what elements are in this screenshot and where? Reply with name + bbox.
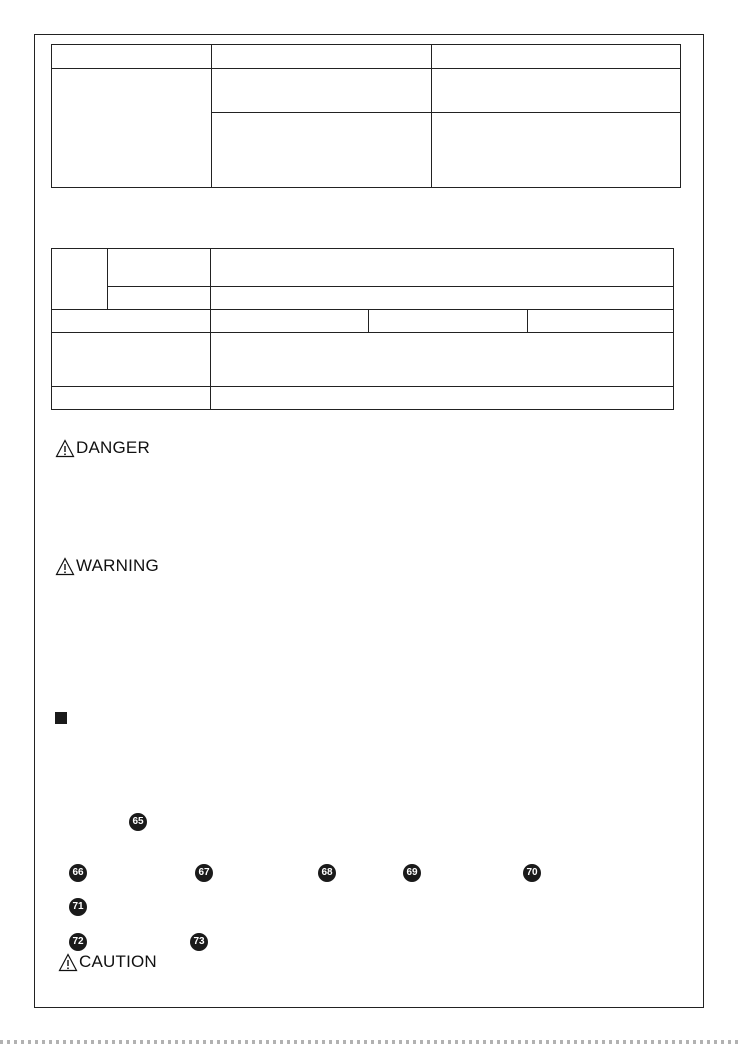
table-cell <box>52 249 108 310</box>
table-cell <box>528 310 674 333</box>
table-row <box>52 387 674 410</box>
warning-triangle-icon <box>55 557 75 576</box>
table-cell <box>369 310 528 333</box>
table-cell <box>431 113 680 188</box>
scan-artifact <box>0 1040 738 1044</box>
table-row <box>52 249 674 287</box>
table-cell <box>211 310 369 333</box>
danger-heading <box>55 438 150 458</box>
table-cell <box>211 287 674 310</box>
table-cell <box>52 69 212 188</box>
table-cell <box>211 249 674 287</box>
table-cell <box>431 45 680 69</box>
table-cell <box>211 333 674 387</box>
caution-label: CAUTION <box>79 952 157 971</box>
reference-number: 71 <box>69 898 87 916</box>
warning-heading <box>55 556 159 576</box>
warning-label: WARNING <box>76 556 159 575</box>
reference-number: 66 <box>69 864 87 882</box>
table-cell <box>211 387 674 410</box>
spec-table-1 <box>51 44 681 188</box>
table-cell <box>52 333 211 387</box>
spec-table-2 <box>51 248 674 410</box>
reference-number: 65 <box>129 813 147 831</box>
reference-number: 73 <box>190 933 208 951</box>
danger-label: DANGER <box>76 438 150 457</box>
table-cell <box>108 249 211 287</box>
table-row <box>52 45 681 69</box>
table-cell <box>52 45 212 69</box>
table-cell <box>212 45 431 69</box>
warning-triangle-icon <box>55 439 75 458</box>
table-row <box>52 310 674 333</box>
reference-number: 72 <box>69 933 87 951</box>
table-cell <box>108 287 211 310</box>
caution-heading <box>58 952 157 972</box>
table-cell <box>52 310 211 333</box>
black-square-icon <box>55 712 67 724</box>
table-cell <box>212 69 431 113</box>
reference-number: 70 <box>523 864 541 882</box>
table-row <box>52 69 681 113</box>
reference-number: 69 <box>403 864 421 882</box>
reference-number: 67 <box>195 864 213 882</box>
table-cell <box>52 387 211 410</box>
warning-triangle-icon <box>58 953 78 972</box>
table-row <box>52 287 674 310</box>
table-row <box>52 333 674 387</box>
reference-number: 68 <box>318 864 336 882</box>
table-cell <box>431 69 680 113</box>
table-cell <box>212 113 431 188</box>
